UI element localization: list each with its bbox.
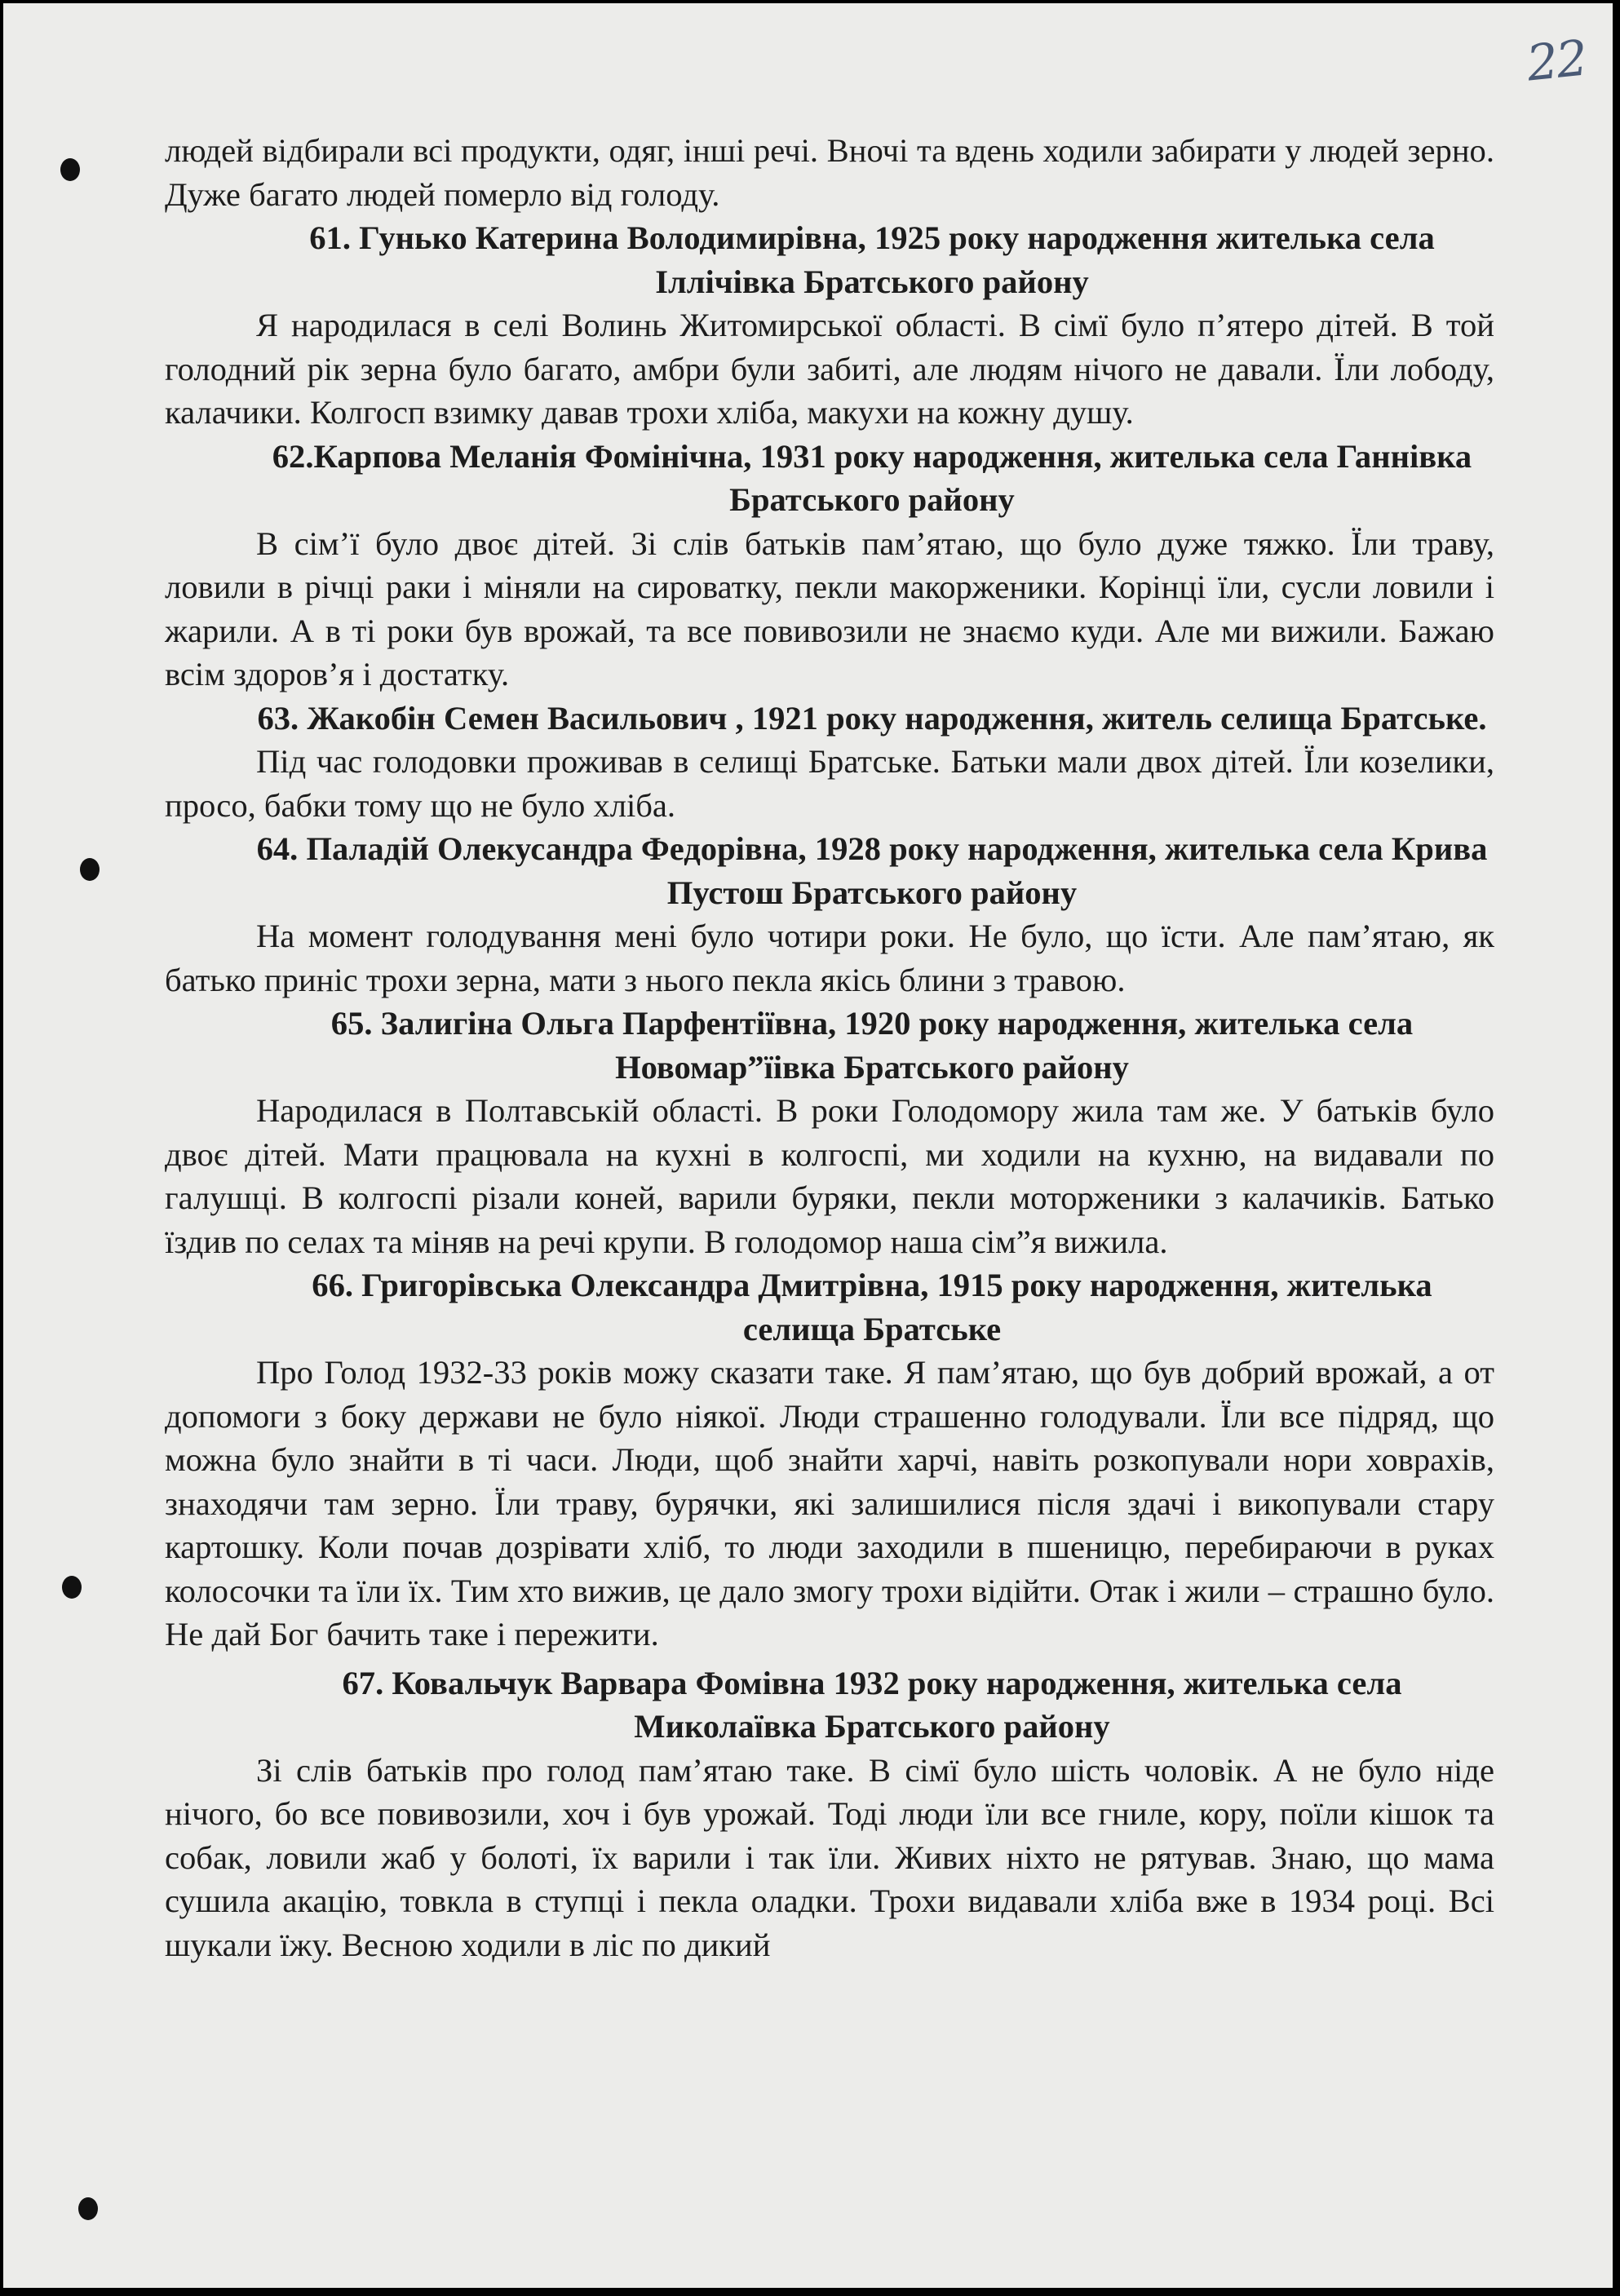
entry-heading: 65. Залигіна Ольга Парфентіївна, 1920 року народження, жителька села Новомар”їівка Братського району <box>330 1005 1414 1086</box>
testimony-entry <box>165 1661 1494 1967</box>
entry-text: Народилася в Полтавській області. В роки Голодомору жила там же. У батьків було двоє дітей. Мати працювала на кухні в колгоспі, ми ходили на кухню, на видавали по галушці. В колгоспі різали коней, варили буряки, пекли моторженики з калачиків. Батько їздив по селах та міняв на речі крупи. В голодомор наша сім”я вижила. <box>165 1092 1494 1260</box>
binder-hole <box>62 1576 82 1599</box>
entry-text: Про Голод 1932-33 років можу сказати таке. Я пам’ятаю, що був добрий врожай, а от допомоги з боку держави не було ніякої. Люди страшенно голодували. Їли все підряд, що можна було знайти в ті часи. Люди, щоб знайти харчі, навіть розкопували нори ховрахів, знаходячи там зерно. Їли траву, бурячки, які залишилися після здачі і викопували стару картошку. Коли почав дозрівати хліб, то люди заходили в пшеницю, перебираючи в руках колосочки та їли їх. Тим хто вижив, це дало змогу трохи відійти. Отак і жили – страшно було. Не дай Бог бачить таке і пережити. <box>165 1354 1494 1652</box>
intro-paragraph: людей відбирали всі продукти, одяг, інші речі. Вночі та вдень ходили забирати у людей зерно. Дуже багато людей померло від голоду. <box>165 132 1494 213</box>
testimony-entry <box>165 435 1494 697</box>
entry-text: Я народилася в селі Волинь Житомирської області. В сімї було п’ятеро дітей. В той голодний рік зерна було багато, амбри були забиті, але людям нічого не давали. Їли лободу, калачики. Колгосп взимку давав трохи хліба, макухи на кожну душу. <box>165 307 1494 431</box>
entry-text: На момент голодування мені було чотири роки. Не було, що їсти. Але пам’ятаю, як батько приніс трохи зерна, мати з нього пекла якісь блини з травою. <box>165 918 1494 998</box>
testimony-entry <box>165 827 1494 1002</box>
document-page <box>3 3 1613 2288</box>
binder-hole <box>78 2197 98 2220</box>
testimony-entry <box>165 1263 1494 1657</box>
entry-heading: 66. Григорівська Олександра Дмитрівна, 1915 року народження, жителька селища Братське <box>312 1267 1432 1347</box>
document-body <box>165 129 1494 1966</box>
testimony-entry <box>165 697 1494 828</box>
entry-text: Під час голодовки проживав в селищі Братське. Батьки мали двох дітей. Їли козелики, просо, бабки тому що не було хліба. <box>165 743 1494 824</box>
testimony-entry <box>165 1002 1494 1263</box>
binder-hole <box>80 858 100 881</box>
entry-text: В сім’ї було двоє дітей. Зі слів батьків пам’ятаю, що було дуже тяжко. Їли траву, ловили в річці раки і міняли на сироватку, пекли макорженики. Корінці їли, сусли ловили і жарили. А в ті роки був врожай, та все повивозили не знаємо куди. Але ми вижили. Бажаю всім здоров’я і достатку. <box>165 524 1494 692</box>
entry-heading: 67. Ковальчук Варвара Фомівна 1932 року народження, жителька села Миколаївка Братського району <box>342 1664 1402 1745</box>
testimony-entry <box>165 216 1494 435</box>
entry-heading: 61. Гунько Катерина Володимирівна, 1925 року народження жителька села Іллічівка Братського району <box>309 219 1435 300</box>
entry-heading: 63. Жакобін Семен Васильович , 1921 року народження, житель селища Братське. <box>257 699 1487 737</box>
page-number: 22 <box>1524 29 1589 93</box>
entry-heading: 62.Карпова Меланія Фомінічна, 1931 року народження, жителька села Ганнівка Братського району <box>272 437 1472 518</box>
entry-text: Зі слів батьків про голод пам’ятаю таке. В сімї було шість чоловік. А не було ніде нічого, бо все повивозили, хоч і був урожай. Тоді люди їли все гниле, кору, поїли кішок та собак, ловили жаб у болоті, їх варили і так їли. Живих ніхто не рятував. Знаю, що мама сушила акацію, товкла в ступці і пекла оладки. Трохи видавали хліба вже в 1934 році. Всі шукали їжу. Весною ходили в ліс по дикий <box>165 1751 1494 1963</box>
entry-heading: 64. Паладій Олекусандра Федорівна, 1928 року народження, жителька села Крива Пустош Братського району <box>256 830 1488 911</box>
binder-hole <box>60 158 80 181</box>
